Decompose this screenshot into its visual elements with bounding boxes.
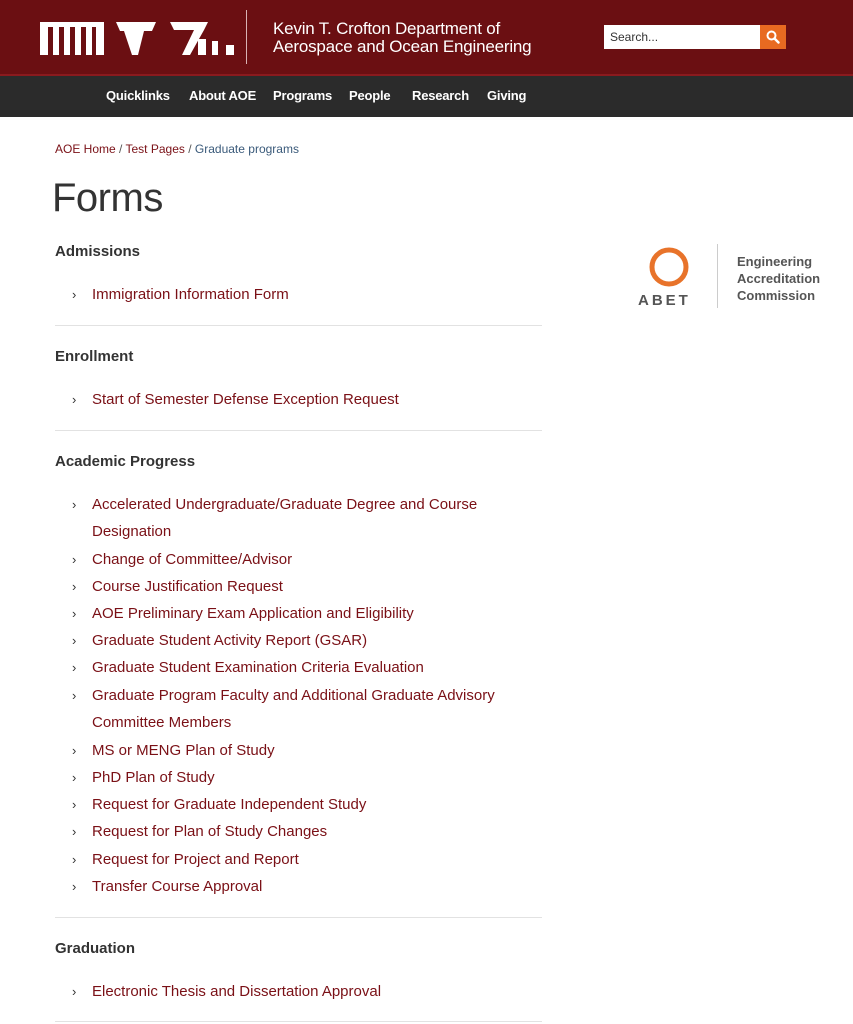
chevron-right-icon: › xyxy=(72,797,77,812)
breadcrumb-test-pages[interactable]: Test Pages xyxy=(125,142,185,156)
nav-people[interactable]: People xyxy=(349,88,391,103)
abet-ring-icon xyxy=(648,246,690,288)
chevron-right-icon: › xyxy=(72,606,77,621)
vt-logo-icon[interactable] xyxy=(40,19,236,57)
nav-quicklinks[interactable]: Quicklinks xyxy=(106,88,170,103)
form-link[interactable]: Graduate Program Faculty and Additional Graduate Advisory Committee Members xyxy=(92,687,495,731)
site-header xyxy=(0,0,853,74)
search-icon xyxy=(766,30,780,44)
abet-line2: Accreditation xyxy=(737,271,821,286)
chevron-right-icon: › xyxy=(72,770,77,785)
section-divider xyxy=(55,430,542,431)
abet-commission-text xyxy=(737,253,820,304)
department-name[interactable] xyxy=(273,20,531,56)
form-link[interactable]: Request for Graduate Independent Study xyxy=(92,796,367,813)
form-link[interactable]: Course Justification Request xyxy=(92,578,283,595)
form-link[interactable]: Request for Project and Report xyxy=(92,851,299,868)
department-name-line1: Kevin T. Crofton Department of xyxy=(273,19,501,38)
nav-research[interactable]: Research xyxy=(412,88,469,103)
form-link[interactable]: Change of Committee/Advisor xyxy=(92,551,293,568)
section-divider xyxy=(55,325,542,326)
abet-divider xyxy=(717,244,718,308)
chevron-right-icon: › xyxy=(72,879,77,894)
nav-giving[interactable]: Giving xyxy=(487,88,527,103)
form-link[interactable]: Graduate Student Activity Report (GSAR) xyxy=(92,632,368,649)
chevron-right-icon: › xyxy=(72,660,77,675)
breadcrumb-current: Graduate programs xyxy=(194,142,299,156)
chevron-right-icon: › xyxy=(72,392,77,407)
abet-wordmark: ABET xyxy=(638,292,691,309)
chevron-right-icon: › xyxy=(72,743,77,758)
abet-line1: Engineering xyxy=(737,254,813,269)
form-link[interactable]: AOE Preliminary Exam Application and Eligibility xyxy=(92,605,414,622)
chevron-right-icon: › xyxy=(72,633,77,648)
abet-badge[interactable] xyxy=(638,244,838,314)
form-link[interactable]: Start of Semester Defense Exception Request xyxy=(92,391,399,408)
section-title-graduation: Graduation xyxy=(55,940,136,957)
breadcrumb-separator: / xyxy=(188,142,192,156)
breadcrumb-home[interactable]: AOE Home xyxy=(55,142,116,156)
form-link[interactable]: Immigration Information Form xyxy=(92,286,289,303)
chevron-right-icon: › xyxy=(72,852,77,867)
nav-about-aoe[interactable]: About AOE xyxy=(189,88,257,103)
form-link[interactable]: Graduate Student Examination Criteria Evaluation xyxy=(92,659,424,676)
chevron-right-icon: › xyxy=(72,287,77,302)
section-title-academic-progress: Academic Progress xyxy=(55,453,196,470)
form-link[interactable]: Request for Plan of Study Changes xyxy=(92,823,328,840)
search-input[interactable] xyxy=(604,25,760,49)
department-name-line2: Aerospace and Ocean Engineering xyxy=(273,37,532,56)
breadcrumb-separator: / xyxy=(119,142,123,156)
main-nav xyxy=(0,74,853,117)
section-divider xyxy=(55,917,542,918)
form-link[interactable]: Transfer Course Approval xyxy=(92,878,263,895)
chevron-right-icon: › xyxy=(72,497,77,512)
chevron-right-icon: › xyxy=(72,984,77,999)
form-link[interactable]: Electronic Thesis and Dissertation Approval xyxy=(92,983,382,1000)
chevron-right-icon: › xyxy=(72,824,77,839)
form-link[interactable]: MS or MENG Plan of Study xyxy=(92,742,275,759)
breadcrumb xyxy=(55,142,299,156)
form-link[interactable]: PhD Plan of Study xyxy=(92,769,215,786)
section-divider xyxy=(55,1021,542,1022)
abet-line3: Commission xyxy=(737,288,816,303)
section-title-enrollment: Enrollment xyxy=(55,348,134,365)
section-title-admissions: Admissions xyxy=(55,243,141,260)
nav-programs[interactable]: Programs xyxy=(273,88,333,103)
chevron-right-icon: › xyxy=(72,579,77,594)
chevron-right-icon: › xyxy=(72,552,77,567)
header-divider xyxy=(246,10,247,64)
search-button[interactable] xyxy=(760,25,786,49)
page-title: Forms xyxy=(52,176,163,220)
form-link[interactable]: Accelerated Undergraduate/Graduate Degree and Course Designation xyxy=(92,496,478,540)
chevron-right-icon: › xyxy=(72,688,77,703)
